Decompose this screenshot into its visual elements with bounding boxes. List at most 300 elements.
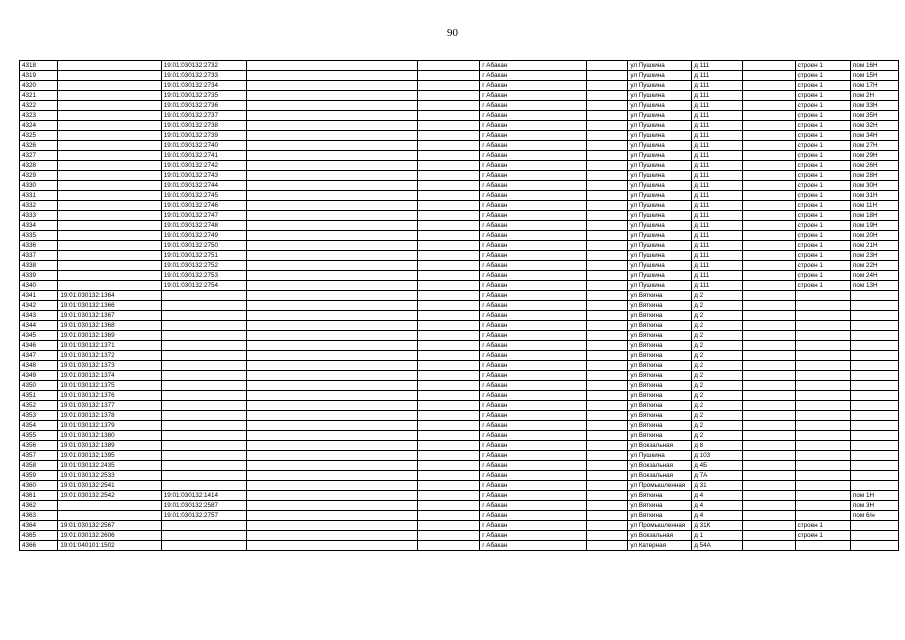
premises-number-cell	[850, 541, 898, 551]
blank-column-cell	[246, 511, 418, 521]
blank-column-cell	[418, 531, 480, 541]
city-cell: г Абакан	[480, 541, 587, 551]
blank-column-cell	[743, 111, 795, 121]
row-number-cell: 4321	[20, 91, 58, 101]
building-number-cell: строен 1	[795, 141, 850, 151]
premises-number-cell: пом 26Н	[850, 161, 898, 171]
row-number-cell: 4326	[20, 141, 58, 151]
street-cell: ул Вяткина	[628, 321, 692, 331]
blank-column-cell	[586, 341, 628, 351]
city-cell: г Абакан	[480, 501, 587, 511]
blank-column-cell	[418, 421, 480, 431]
blank-column-cell	[743, 371, 795, 381]
building-cadastral-number-cell	[58, 111, 161, 121]
blank-column-cell	[418, 411, 480, 421]
premises-cadastral-number-cell: 19:01:030132:2749	[161, 231, 246, 241]
table-row	[20, 471, 899, 481]
city-cell: г Абакан	[480, 211, 587, 221]
blank-column-cell	[743, 231, 795, 241]
street-cell: ул Вяткина	[628, 361, 692, 371]
house-number-cell: д 111	[692, 271, 743, 281]
blank-column-cell	[743, 351, 795, 361]
premises-cadastral-number-cell: 19:01:030132:2735	[161, 91, 246, 101]
blank-column-cell	[586, 121, 628, 131]
row-number-cell: 4351	[20, 391, 58, 401]
table-row	[20, 461, 899, 471]
house-number-cell: д 2	[692, 391, 743, 401]
blank-column-cell	[418, 101, 480, 111]
blank-column-cell	[743, 511, 795, 521]
building-number-cell: строен 1	[795, 121, 850, 131]
city-cell: г Абакан	[480, 131, 587, 141]
blank-column-cell	[586, 261, 628, 271]
row-number-cell: 4341	[20, 291, 58, 301]
blank-column-cell	[743, 61, 795, 71]
building-cadastral-number-cell: 19:01:030132:1368	[58, 321, 161, 331]
building-cadastral-number-cell: 19:01:030132:1375	[58, 381, 161, 391]
premises-number-cell	[850, 401, 898, 411]
blank-column-cell	[246, 241, 418, 251]
table-row	[20, 531, 899, 541]
house-number-cell: д 2	[692, 331, 743, 341]
city-cell: г Абакан	[480, 271, 587, 281]
blank-column-cell	[586, 311, 628, 321]
blank-column-cell	[743, 441, 795, 451]
building-cadastral-number-cell	[58, 161, 161, 171]
premises-cadastral-number-cell: 19:01:030132:2748	[161, 221, 246, 231]
premises-cadastral-number-cell	[161, 341, 246, 351]
building-cadastral-number-cell: 19:01:030132:1389	[58, 441, 161, 451]
blank-column-cell	[743, 341, 795, 351]
row-number-cell: 4328	[20, 161, 58, 171]
blank-column-cell	[418, 311, 480, 321]
building-number-cell: строен 1	[795, 171, 850, 181]
blank-column-cell	[418, 461, 480, 471]
premises-number-cell	[850, 291, 898, 301]
building-number-cell	[795, 341, 850, 351]
blank-column-cell	[418, 291, 480, 301]
row-number-cell: 4340	[20, 281, 58, 291]
table-row	[20, 441, 899, 451]
building-number-cell: строен 1	[795, 191, 850, 201]
table-row	[20, 321, 899, 331]
premises-number-cell	[850, 441, 898, 451]
premises-cadastral-number-cell: 19:01:030132:2738	[161, 121, 246, 131]
row-number-cell: 4357	[20, 451, 58, 461]
city-cell: г Абакан	[480, 411, 587, 421]
house-number-cell: д 111	[692, 81, 743, 91]
blank-column-cell	[743, 251, 795, 261]
blank-column-cell	[246, 221, 418, 231]
blank-column-cell	[586, 191, 628, 201]
premises-number-cell	[850, 341, 898, 351]
blank-column-cell	[418, 341, 480, 351]
blank-column-cell	[418, 121, 480, 131]
blank-column-cell	[418, 361, 480, 371]
blank-column-cell	[743, 451, 795, 461]
blank-column-cell	[586, 321, 628, 331]
table-row	[20, 81, 899, 91]
premises-cadastral-number-cell	[161, 351, 246, 361]
building-cadastral-number-cell: 19:01:030132:1372	[58, 351, 161, 361]
blank-column-cell	[586, 501, 628, 511]
premises-number-cell: пом 1Н	[850, 491, 898, 501]
house-number-cell: д 111	[692, 281, 743, 291]
blank-column-cell	[586, 411, 628, 421]
building-number-cell	[795, 401, 850, 411]
building-cadastral-number-cell	[58, 141, 161, 151]
row-number-cell: 4354	[20, 421, 58, 431]
house-number-cell: д 31	[692, 481, 743, 491]
table-row	[20, 391, 899, 401]
premises-number-cell	[850, 371, 898, 381]
city-cell: г Абакан	[480, 421, 587, 431]
blank-column-cell	[743, 121, 795, 131]
table-row	[20, 421, 899, 431]
blank-column-cell	[246, 201, 418, 211]
building-cadastral-number-cell	[58, 181, 161, 191]
house-number-cell: д 111	[692, 251, 743, 261]
building-number-cell	[795, 371, 850, 381]
blank-column-cell	[418, 71, 480, 81]
blank-column-cell	[743, 261, 795, 271]
premises-cadastral-number-cell: 19:01:030132:2732	[161, 61, 246, 71]
blank-column-cell	[743, 171, 795, 181]
table-row	[20, 61, 899, 71]
table-row	[20, 221, 899, 231]
building-number-cell: строен 1	[795, 181, 850, 191]
blank-column-cell	[418, 511, 480, 521]
city-cell: г Абакан	[480, 481, 587, 491]
blank-column-cell	[743, 461, 795, 471]
blank-column-cell	[743, 181, 795, 191]
row-number-cell: 4336	[20, 241, 58, 251]
house-number-cell: д 4	[692, 511, 743, 521]
premises-number-cell	[850, 451, 898, 461]
house-number-cell: д 111	[692, 111, 743, 121]
premises-number-cell: пом 20Н	[850, 231, 898, 241]
premises-cadastral-number-cell: 19:01:030132:2587	[161, 501, 246, 511]
blank-column-cell	[586, 201, 628, 211]
building-number-cell: строен 1	[795, 261, 850, 271]
house-number-cell: д 2	[692, 371, 743, 381]
building-number-cell	[795, 291, 850, 301]
row-number-cell: 4348	[20, 361, 58, 371]
row-number-cell: 4361	[20, 491, 58, 501]
street-cell: ул Вяткина	[628, 311, 692, 321]
blank-column-cell	[743, 391, 795, 401]
street-cell: ул Пушкина	[628, 71, 692, 81]
blank-column-cell	[586, 141, 628, 151]
row-number-cell: 4318	[20, 61, 58, 71]
premises-number-cell: пом 35Н	[850, 111, 898, 121]
row-number-cell: 4324	[20, 121, 58, 131]
building-cadastral-number-cell	[58, 231, 161, 241]
blank-column-cell	[418, 491, 480, 501]
blank-column-cell	[418, 131, 480, 141]
table-row	[20, 271, 899, 281]
blank-column-cell	[418, 321, 480, 331]
premises-cadastral-number-cell: 19:01:030132:2737	[161, 111, 246, 121]
table-row	[20, 491, 899, 501]
building-cadastral-number-cell: 19:01:030132:2435	[58, 461, 161, 471]
house-number-cell: д 31К	[692, 521, 743, 531]
blank-column-cell	[246, 441, 418, 451]
blank-column-cell	[743, 91, 795, 101]
street-cell: ул Пушкина	[628, 171, 692, 181]
row-number-cell: 4325	[20, 131, 58, 141]
premises-number-cell: пом 3Н	[850, 501, 898, 511]
blank-column-cell	[586, 181, 628, 191]
city-cell: г Абакан	[480, 461, 587, 471]
street-cell: ул Вокзальная	[628, 461, 692, 471]
blank-column-cell	[743, 81, 795, 91]
row-number-cell: 4327	[20, 151, 58, 161]
premises-number-cell	[850, 301, 898, 311]
row-number-cell: 4343	[20, 311, 58, 321]
premises-cadastral-number-cell	[161, 361, 246, 371]
premises-cadastral-number-cell: 19:01:030132:2751	[161, 251, 246, 261]
house-number-cell: д 4Б	[692, 461, 743, 471]
blank-column-cell	[246, 541, 418, 551]
house-number-cell: д 2	[692, 321, 743, 331]
city-cell: г Абакан	[480, 331, 587, 341]
blank-column-cell	[586, 541, 628, 551]
building-number-cell	[795, 541, 850, 551]
row-number-cell: 4323	[20, 111, 58, 121]
premises-number-cell: пом 17Н	[850, 81, 898, 91]
premises-cadastral-number-cell	[161, 421, 246, 431]
building-number-cell	[795, 501, 850, 511]
blank-column-cell	[418, 251, 480, 261]
row-number-cell: 4346	[20, 341, 58, 351]
city-cell: г Абакан	[480, 301, 587, 311]
blank-column-cell	[418, 111, 480, 121]
building-number-cell	[795, 491, 850, 501]
table-row	[20, 91, 899, 101]
blank-column-cell	[743, 141, 795, 151]
blank-column-cell	[586, 491, 628, 501]
city-cell: г Абакан	[480, 311, 587, 321]
blank-column-cell	[246, 181, 418, 191]
city-cell: г Абакан	[480, 401, 587, 411]
blank-column-cell	[418, 501, 480, 511]
street-cell: ул Пушкина	[628, 231, 692, 241]
blank-column-cell	[586, 531, 628, 541]
city-cell: г Абакан	[480, 71, 587, 81]
street-cell: ул Вокзальная	[628, 441, 692, 451]
house-number-cell: д 111	[692, 161, 743, 171]
table-row	[20, 251, 899, 261]
row-number-cell: 4350	[20, 381, 58, 391]
blank-column-cell	[743, 421, 795, 431]
premises-number-cell	[850, 471, 898, 481]
city-cell: г Абакан	[480, 341, 587, 351]
premises-cadastral-number-cell: 19:01:030132:2736	[161, 101, 246, 111]
table-row	[20, 211, 899, 221]
city-cell: г Абакан	[480, 511, 587, 521]
street-cell: ул Вяткина	[628, 401, 692, 411]
city-cell: г Абакан	[480, 61, 587, 71]
building-number-cell	[795, 381, 850, 391]
building-cadastral-number-cell	[58, 121, 161, 131]
row-number-cell: 4337	[20, 251, 58, 261]
building-number-cell: строен 1	[795, 61, 850, 71]
table-row	[20, 261, 899, 271]
building-number-cell: строен 1	[795, 251, 850, 261]
street-cell: ул Вяткина	[628, 331, 692, 341]
row-number-cell: 4355	[20, 431, 58, 441]
building-cadastral-number-cell	[58, 71, 161, 81]
blank-column-cell	[743, 411, 795, 421]
premises-cadastral-number-cell: 19:01:030132:2746	[161, 201, 246, 211]
street-cell: ул Вокзальная	[628, 471, 692, 481]
city-cell: г Абакан	[480, 451, 587, 461]
street-cell: ул Промышленная	[628, 521, 692, 531]
building-cadastral-number-cell	[58, 61, 161, 71]
row-number-cell: 4319	[20, 71, 58, 81]
premises-cadastral-number-cell: 19:01:030132:2741	[161, 151, 246, 161]
blank-column-cell	[246, 501, 418, 511]
blank-column-cell	[743, 151, 795, 161]
building-cadastral-number-cell: 19:01:030132:1366	[58, 301, 161, 311]
blank-column-cell	[418, 451, 480, 461]
table-row	[20, 191, 899, 201]
building-cadastral-number-cell	[58, 151, 161, 161]
street-cell: ул Вяткина	[628, 391, 692, 401]
building-cadastral-number-cell	[58, 501, 161, 511]
premises-cadastral-number-cell	[161, 381, 246, 391]
premises-cadastral-number-cell	[161, 531, 246, 541]
blank-column-cell	[743, 201, 795, 211]
blank-column-cell	[246, 141, 418, 151]
building-number-cell: строен 1	[795, 151, 850, 161]
building-cadastral-number-cell	[58, 211, 161, 221]
blank-column-cell	[246, 321, 418, 331]
building-number-cell: строен 1	[795, 221, 850, 231]
blank-column-cell	[246, 421, 418, 431]
premises-cadastral-number-cell	[161, 331, 246, 341]
page-number: 90	[447, 27, 458, 39]
street-cell: ул Пушкина	[628, 191, 692, 201]
blank-column-cell	[418, 61, 480, 71]
city-cell: г Абакан	[480, 321, 587, 331]
blank-column-cell	[586, 111, 628, 121]
building-number-cell: строен 1	[795, 91, 850, 101]
row-number-cell: 4366	[20, 541, 58, 551]
row-number-cell: 4338	[20, 261, 58, 271]
premises-cadastral-number-cell: 19:01:030132:1414	[161, 491, 246, 501]
blank-column-cell	[743, 271, 795, 281]
building-number-cell	[795, 391, 850, 401]
premises-number-cell	[850, 391, 898, 401]
blank-column-cell	[743, 501, 795, 511]
street-cell: ул Вяткина	[628, 431, 692, 441]
premises-number-cell	[850, 421, 898, 431]
table-row	[20, 301, 899, 311]
building-number-cell	[795, 331, 850, 341]
table-row	[20, 451, 899, 461]
blank-column-cell	[246, 521, 418, 531]
building-cadastral-number-cell: 19:01:030132:1367	[58, 311, 161, 321]
table-row	[20, 361, 899, 371]
blank-column-cell	[743, 471, 795, 481]
blank-column-cell	[586, 161, 628, 171]
premises-cadastral-number-cell: 19:01:030132:2733	[161, 71, 246, 81]
city-cell: г Абакан	[480, 241, 587, 251]
blank-column-cell	[586, 171, 628, 181]
street-cell: ул Пушкина	[628, 141, 692, 151]
premises-number-cell: пом 22Н	[850, 261, 898, 271]
blank-column-cell	[246, 301, 418, 311]
blank-column-cell	[586, 271, 628, 281]
building-number-cell	[795, 301, 850, 311]
city-cell: г Абакан	[480, 121, 587, 131]
street-cell: ул Пушкина	[628, 151, 692, 161]
building-number-cell	[795, 441, 850, 451]
blank-column-cell	[246, 191, 418, 201]
building-cadastral-number-cell: 19:01:030132:1364	[58, 291, 161, 301]
premises-cadastral-number-cell: 19:01:030132:2757	[161, 511, 246, 521]
blank-column-cell	[586, 331, 628, 341]
building-number-cell	[795, 481, 850, 491]
blank-column-cell	[246, 481, 418, 491]
blank-column-cell	[743, 241, 795, 251]
premises-cadastral-number-cell: 19:01:030132:2752	[161, 261, 246, 271]
house-number-cell: д 111	[692, 181, 743, 191]
blank-column-cell	[743, 311, 795, 321]
blank-column-cell	[586, 471, 628, 481]
blank-column-cell	[586, 351, 628, 361]
house-number-cell: д 111	[692, 201, 743, 211]
row-number-cell: 4342	[20, 301, 58, 311]
premises-number-cell	[850, 351, 898, 361]
blank-column-cell	[418, 521, 480, 531]
house-number-cell: д 111	[692, 91, 743, 101]
premises-number-cell: пом 28Н	[850, 171, 898, 181]
row-number-cell: 4344	[20, 321, 58, 331]
building-cadastral-number-cell: 19:01:030132:2542	[58, 491, 161, 501]
blank-column-cell	[246, 61, 418, 71]
blank-column-cell	[418, 471, 480, 481]
city-cell: г Абакан	[480, 361, 587, 371]
premises-number-cell: пом 15Н	[850, 71, 898, 81]
blank-column-cell	[246, 401, 418, 411]
blank-column-cell	[586, 221, 628, 231]
building-cadastral-number-cell: 19:01:030132:2567	[58, 521, 161, 531]
premises-cadastral-number-cell: 19:01:030132:2734	[161, 81, 246, 91]
blank-column-cell	[418, 191, 480, 201]
premises-number-cell	[850, 521, 898, 531]
table-row	[20, 291, 899, 301]
premises-cadastral-number-cell: 19:01:030132:2753	[161, 271, 246, 281]
street-cell: ул Вяткина	[628, 351, 692, 361]
street-cell: ул Пушкина	[628, 131, 692, 141]
blank-column-cell	[586, 481, 628, 491]
city-cell: г Абакан	[480, 231, 587, 241]
premises-number-cell: пом 11Н	[850, 201, 898, 211]
table-row	[20, 381, 899, 391]
table-row	[20, 111, 899, 121]
premises-cadastral-number-cell: 19:01:030132:2750	[161, 241, 246, 251]
city-cell: г Абакан	[480, 351, 587, 361]
premises-cadastral-number-cell	[161, 481, 246, 491]
building-number-cell	[795, 411, 850, 421]
house-number-cell: д 2	[692, 401, 743, 411]
city-cell: г Абакан	[480, 111, 587, 121]
city-cell: г Абакан	[480, 261, 587, 271]
house-number-cell: д 2	[692, 301, 743, 311]
